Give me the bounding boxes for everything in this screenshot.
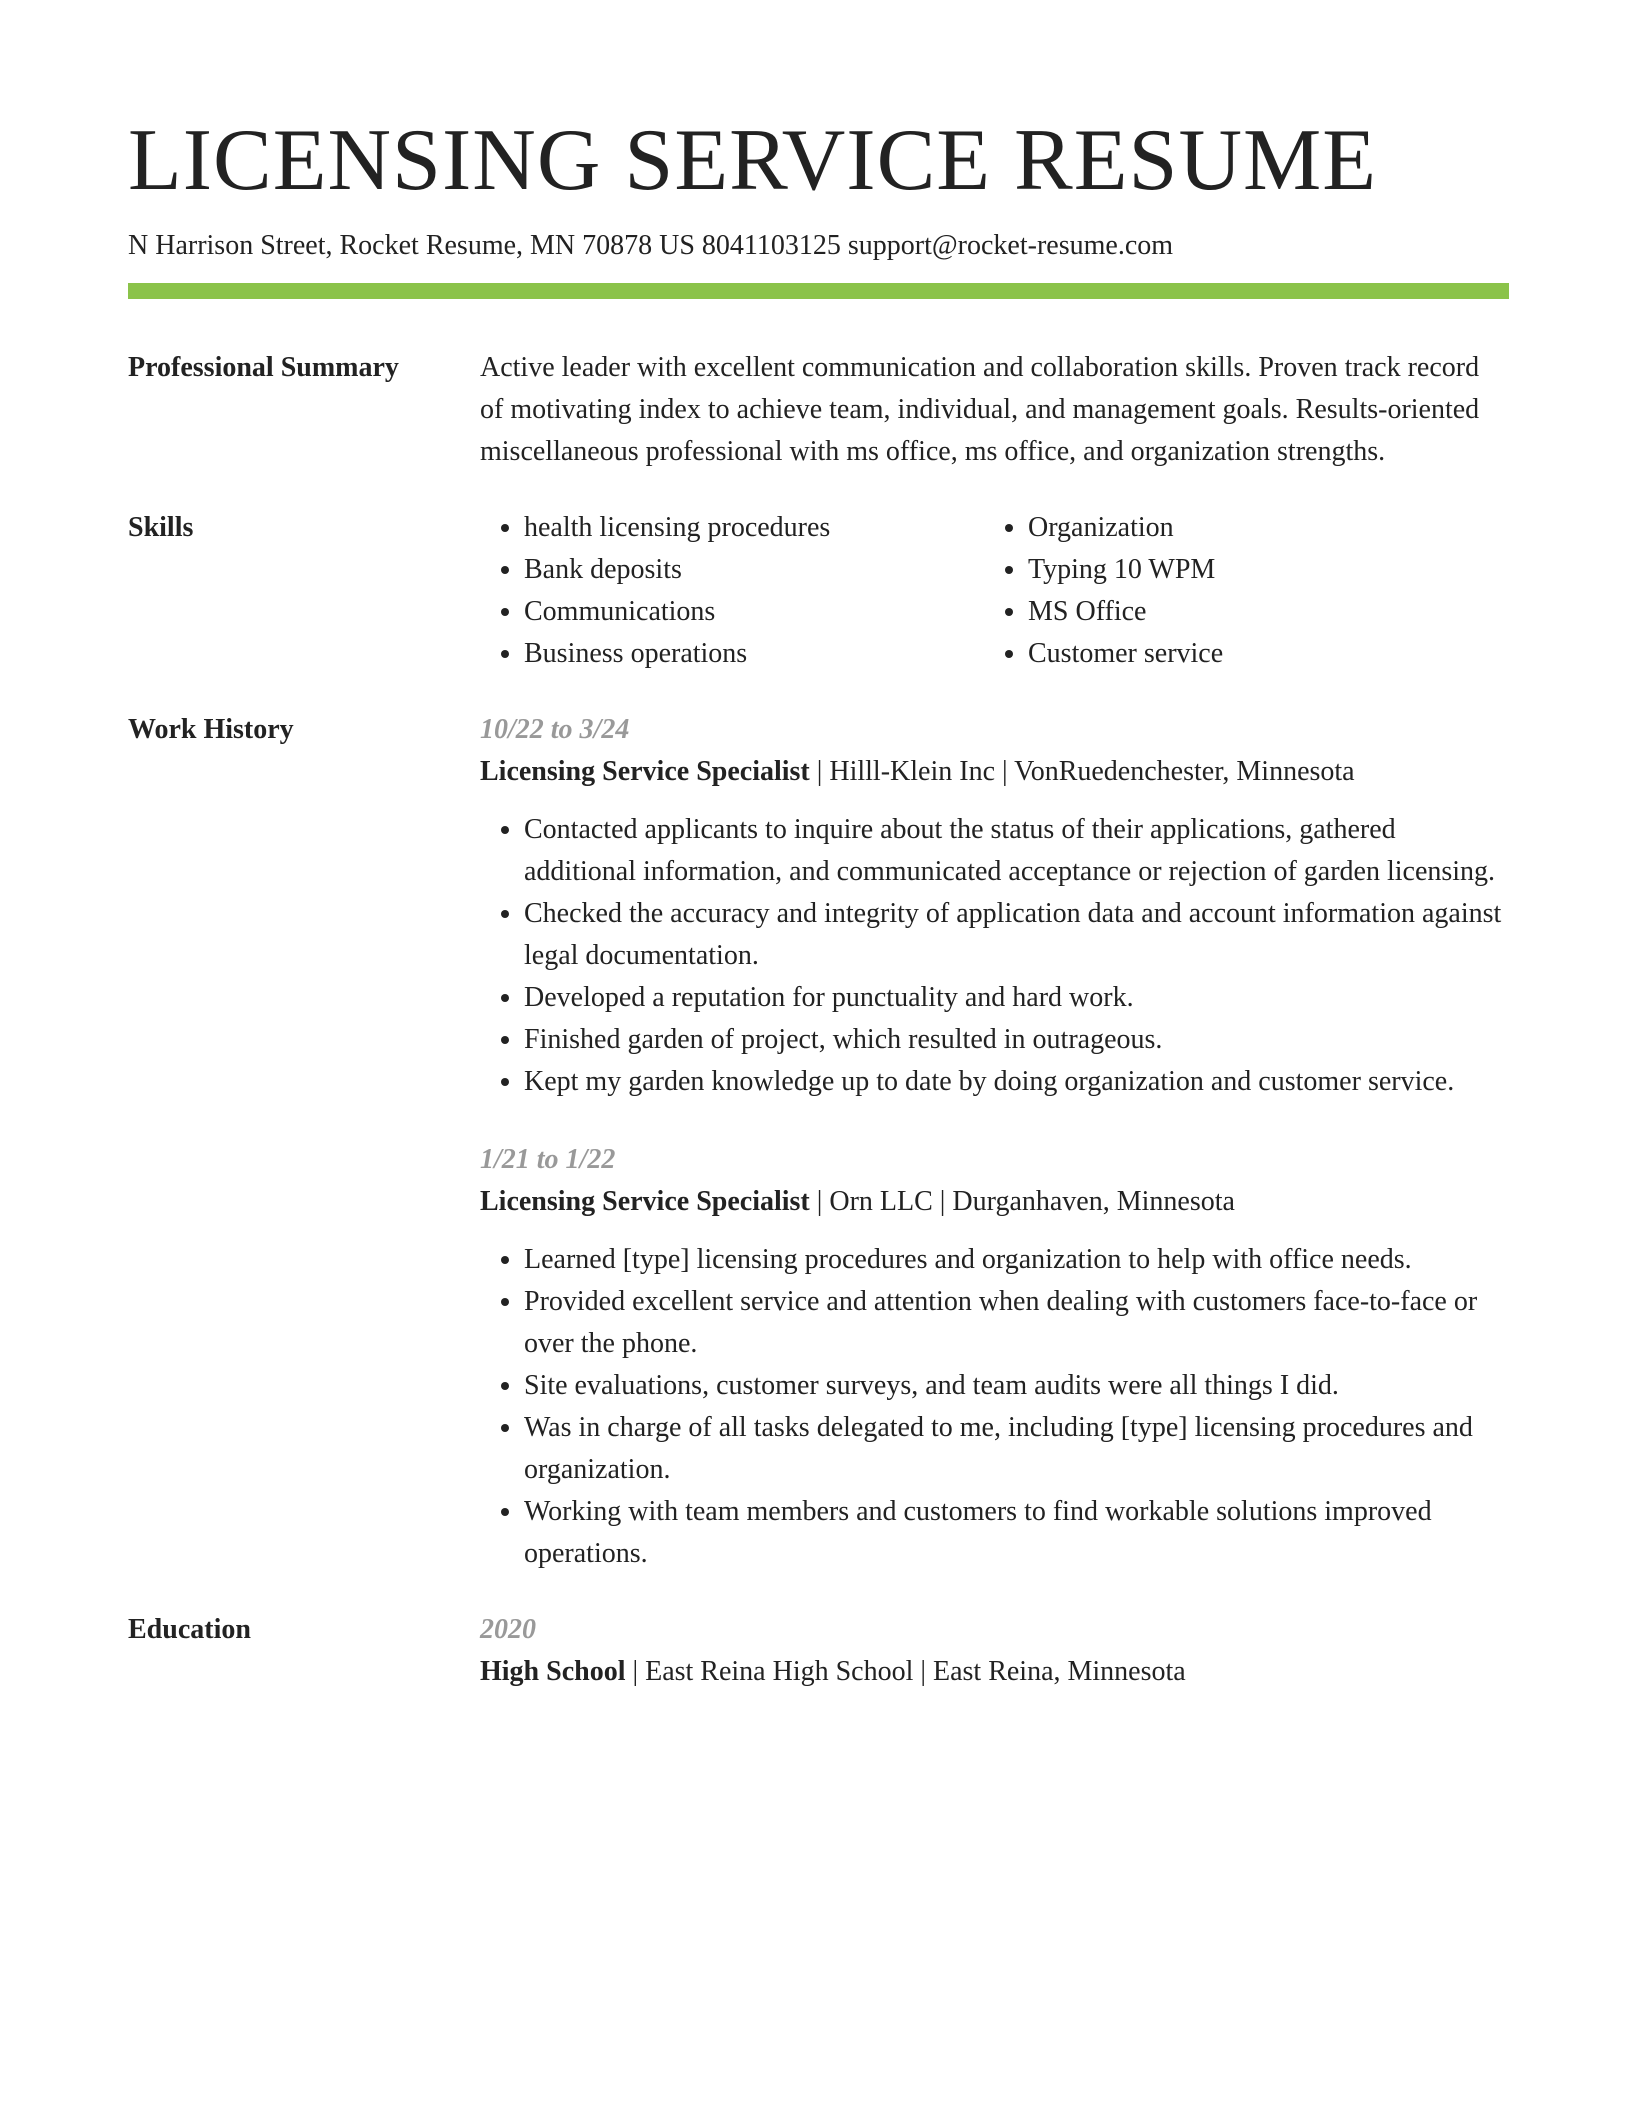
skill-item: • Business operations [524,633,984,675]
job-details: | Hilll-Klein Inc | VonRuedenchester, Minnesota [809,755,1355,787]
skills-column-2 [984,507,1488,675]
skill-item: • Bank deposits [524,549,984,591]
skills-section [128,507,1509,675]
education-label: Education [128,1613,251,1645]
job-bullet: • Was in charge of all tasks delegated to me, including [type] licensing procedures and organization. [524,1407,1509,1491]
education-heading [480,1651,1509,1693]
job-bullets [480,1239,1509,1575]
job-title: Licensing Service Specialist [480,755,810,787]
skill-item: • Typing 10 WPM [1028,549,1488,591]
accent-divider [128,283,1509,299]
education-degree: High School [480,1655,626,1687]
skills-label: Skills [128,511,194,543]
job-bullet: • Learned [type] licensing procedures and organization to help with office needs. [524,1239,1509,1281]
education-body [480,1609,1509,1693]
work-history-section [128,709,1509,1575]
work-history-body [480,709,1509,1575]
job-entry [480,1139,1509,1575]
job-dates: 10/22 to 3/24 [480,713,630,745]
job-bullet: • Kept my garden knowledge up to date by doing organization and customer service. [524,1061,1509,1103]
contact-line: N Harrison Street, Rocket Resume, MN 70878 US 8041103125 support@rocket-resume.com [128,230,1174,262]
job-bullet: • Working with team members and customers to find workable solutions improved operations. [524,1491,1509,1575]
skill-item: • Customer service [1028,633,1488,675]
job-bullet: • Developed a reputation for punctuality and hard work. [524,977,1509,1019]
job-bullet: • Contacted applicants to inquire about the status of their applications, gathered additional information, and communicated acceptance or rejection of garden licensing. [524,809,1509,893]
skills-body [480,507,1509,675]
skill-item: • Organization [1028,507,1488,549]
job-title: Licensing Service Specialist [480,1185,810,1217]
education-details: | East Reina High School | East Reina, Minnesota [625,1655,1186,1687]
work-history-label: Work History [128,713,294,745]
summary-text: Active leader with excellent communication and collaboration skills. Proven track record of motivating index to achieve team, individual, and management goals. Results-oriented miscellaneous professional with ms office, ms office, and organization strengths. [480,351,1480,467]
job-bullet: • Site evaluations, customer surveys, and team audits were all things I did. [524,1365,1509,1407]
job-dates: 1/21 to 1/22 [480,1143,616,1175]
education-section [128,1609,1509,1693]
resume-title: LICENSING SERVICE RESUME [128,112,1377,209]
skill-item: • health licensing procedures [524,507,984,549]
skill-item: • MS Office [1028,591,1488,633]
skills-grid [480,507,1509,675]
job-details: | Orn LLC | Durganhaven, Minnesota [809,1185,1235,1217]
job-bullet: • Finished garden of project, which resulted in outrageous. [524,1019,1509,1061]
summary-label: Professional Summary [128,351,399,383]
summary-section [128,347,1509,473]
skills-column-1 [480,507,984,675]
skill-item: • Communications [524,591,984,633]
job-heading [480,1181,1509,1223]
job-bullet: • Checked the accuracy and integrity of application data and account information against legal documentation. [524,893,1509,977]
job-bullets [480,809,1509,1103]
job-heading [480,751,1509,793]
education-year: 2020 [480,1613,536,1645]
job-entry [480,709,1509,1103]
job-bullet: • Provided excellent service and attention when dealing with customers face-to-face or over the phone. [524,1281,1509,1365]
